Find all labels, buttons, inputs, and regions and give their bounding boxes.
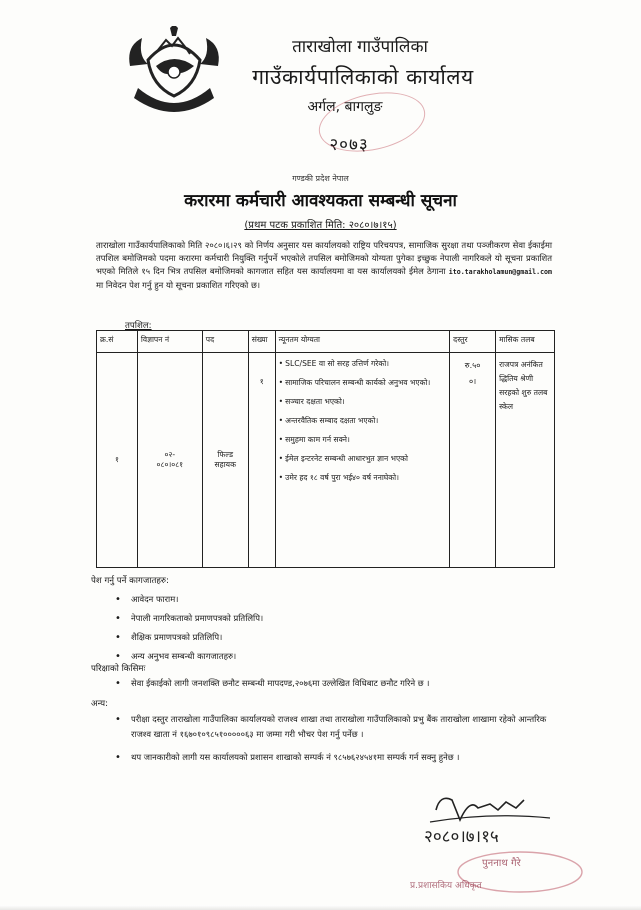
header-count: संख्या: [248, 331, 275, 353]
municipality-name: ताराखोला गाउँपालिका: [292, 37, 428, 57]
signatory-title: प्र.प्रशासकिय अधिकृत: [410, 881, 482, 891]
header-advert-no: विज्ञापन नं: [137, 331, 202, 353]
cell-count: १: [248, 353, 275, 568]
qualification-item: • सामाजिक परिचालन सम्बन्धी कार्यको अनुभव भएको।: [279, 377, 447, 389]
list-item: • आवेदन फाराम।: [115, 590, 263, 609]
qualification-item: • सञ्चार दक्षता भएको।: [279, 396, 447, 408]
cell-advert-no: ०२- ०८०।०८१: [137, 353, 202, 568]
header-post: पद: [202, 331, 248, 353]
list-item: • अन्य अनुभव सम्बन्धी कागजातहरु।: [115, 647, 263, 666]
qualification-item: • SLC/SEE वा सो सरह उत्तिर्ण गरेको।: [279, 358, 447, 370]
signatory-name: पुननाथ गैरे: [482, 858, 521, 869]
documents-heading: पेश गर्नु पर्ने कागजातहरु:: [91, 576, 169, 586]
exam-heading: परिक्षाको किसिमः: [91, 664, 146, 674]
province-line: गण्डकी प्रदेश नेपाल: [292, 174, 349, 183]
established-year: २०७३: [329, 135, 369, 155]
qualification-item: • समुहमा काम गर्न सक्ने।: [279, 434, 447, 446]
list-item: • नेपाली नागरिकताको प्रमाणपत्रको प्रतिलिपि।: [115, 609, 263, 628]
qualification-item: • उमेर हद १८ वर्ष पुरा भई४० वर्ष ननाघेको।: [279, 472, 447, 484]
header-salary: मासिक तलब: [496, 331, 555, 353]
exam-list: [115, 677, 555, 690]
email-link[interactable]: ito.tarakholamun@gmail.com: [448, 268, 552, 276]
cell-fee: रु.५० ०।: [450, 353, 496, 568]
list-item: • सेवा ईकाईको लागी जनशक्ति छनौट सम्बन्धी मापदण्ड,२०७६मा उल्लेखित विधिबाट छनौट गरिने छ ।: [115, 677, 555, 690]
header-serial: क्र.सं: [97, 331, 138, 353]
other-list: [115, 712, 555, 765]
list-item: • परीक्षा दस्तुर ताराखोला गाउँपालिका कार्यालयको राजश्व शाखा तथा ताराखोला गाउँपालिकाको प्रभु बैंक ताराखोला शाखामा रहेको आन्तरिक राजश्व खाता नं १६७०१०९८५१०००००६३ मा जम्मा गरी भौचर पेश गर्नु पर्नेछ ।: [115, 712, 555, 742]
notice-title: करारमा कर्मचारी आवश्यकता सम्बन्धी सूचना: [184, 191, 457, 211]
list-item: • शैक्षिक प्रमाणपत्रको प्रतिलिपि।: [115, 628, 263, 647]
cell-post: फिल्ड सहायक: [202, 353, 248, 568]
published-date: (प्रथम पटक प्रकाशित मिति: २०८०।७।१५): [244, 220, 397, 231]
office-name: गाउँकार्यपालिकाको कार्यालय: [252, 65, 474, 89]
qualification-item: • ईमेल इन्टरनेट सम्बन्धी आधारभुत ज्ञान भएको: [279, 453, 447, 465]
signature-block: [400, 790, 590, 895]
header-qualification: न्यूनतम योग्यता: [275, 331, 450, 353]
vacancy-table: [96, 330, 555, 568]
table-row: [97, 353, 555, 568]
cell-serial: १: [97, 353, 138, 568]
list-item: • थप जानकारीको लागी यस कार्यालयको प्रशासन शाखाको सम्पर्क नं ९८५७६२४५४१मा सम्पर्क गर्न सक्नु हुनेछ ।: [115, 750, 555, 765]
signature-date: २०८०।७।१५: [424, 827, 499, 847]
header-fee: दस्तुर: [450, 331, 496, 353]
scan-edge: [0, 905, 641, 910]
qualification-item: • अन्तरवैतिक सम्बाद दक्षता भएको।: [279, 415, 447, 427]
other-heading: अन्य:: [91, 699, 108, 709]
notice-intro: ताराखोला गाउँकार्यपालिकाको मिति २०८०।६।२९ को निर्णय अनुसार यस कार्यालयको राष्ट्रिय परिचयपत्र, सामाजिक सुरक्षा तथा पञ्जीकरण सेवा ईकाईमा तपशिल बमोजिमको पदमा करारमा कर्मचारी नियुक्ति गर्नुपर्ने भएकोले तपसिल बमोजिमको योग्यता पुगेका इच्छुक नेपाली नागरिकले यो सूचना प्रकाशित भएको मितिले १५ दिन भित्र तपसिल बमोजिमको कागजात सहित यस कार्यालयमा वा यस कार्यालयको ईमेल ठेगाना ito.tarakholamun@gmail.com मा निवेदन पेश गर्नु हुन यो सूचना प्रकाशित गरिएको छ।: [96, 240, 552, 290]
table-header-row: [97, 331, 555, 353]
nepal-emblem-icon: [118, 26, 230, 126]
office-address: अर्गल, बागलुङ: [307, 99, 383, 115]
documents-list: [115, 590, 263, 666]
cell-salary: राजपत्र अनंकित द्धितिय श्रेणी सरहको शुरु तलब स्केल: [496, 353, 555, 568]
schedule-label: तपशिल:: [125, 321, 152, 331]
cell-qualifications: [275, 353, 450, 568]
